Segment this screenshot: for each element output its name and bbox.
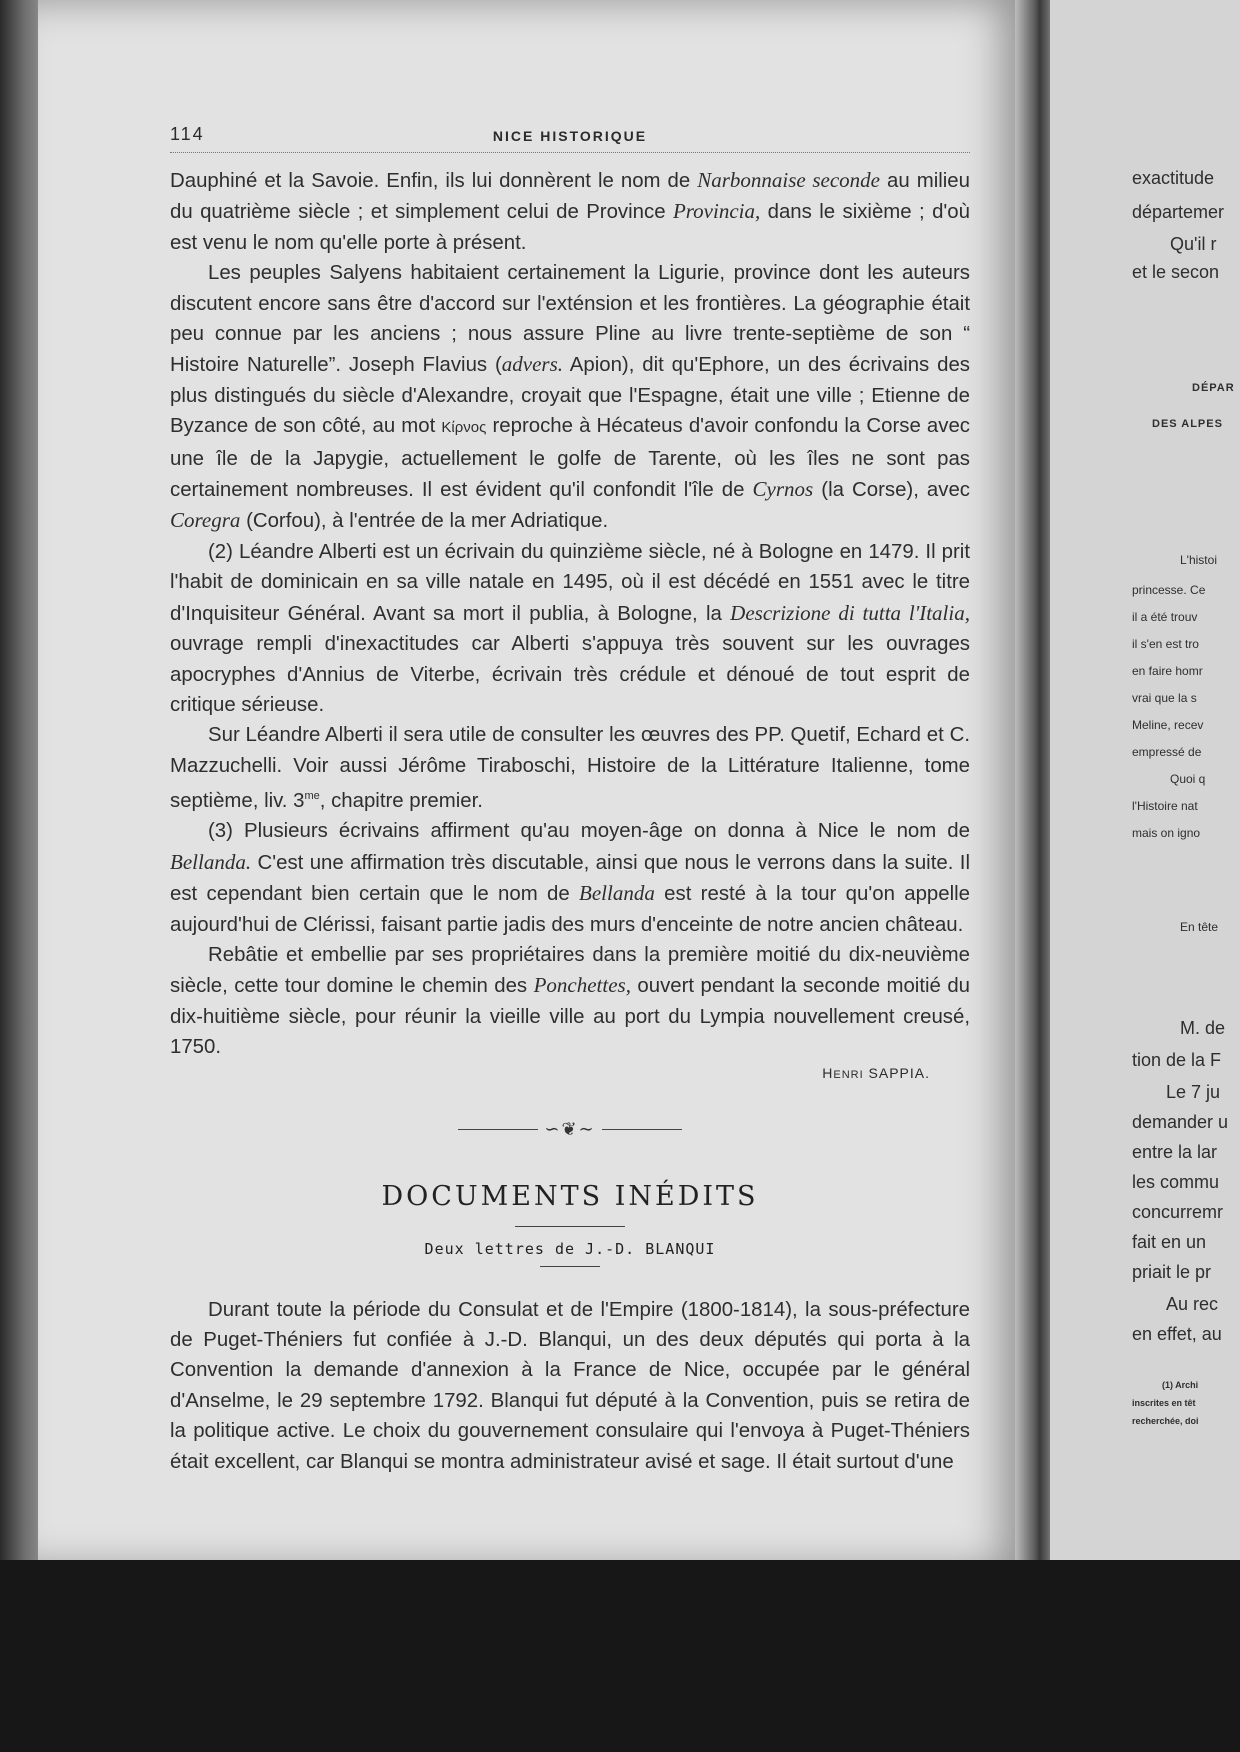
text-run: (3) Plusieurs écrivains affirment qu'au moyen-âge on donna à Nice le nom de xyxy=(208,820,970,843)
right-line: inscrites en têt xyxy=(1132,1398,1196,1408)
page-number: 114 xyxy=(170,124,205,144)
right-line: Au rec xyxy=(1166,1294,1219,1314)
right-line: il s'en est tro xyxy=(1132,637,1199,651)
right-line: Quoi q xyxy=(1170,772,1206,786)
signature-initial: H xyxy=(822,1064,834,1081)
text-run: au milieu du quatrième siècle ; et simplement celui de Province xyxy=(170,170,970,224)
paragraph-4 xyxy=(170,720,970,816)
paragraph-2 xyxy=(170,258,970,537)
italic-run: Provincia, xyxy=(672,199,761,224)
text-run: (Corfou), à l'entrée de la mer Adriatique. xyxy=(240,510,609,533)
right-line: princesse. Ce xyxy=(1132,583,1206,597)
right-line: demander u xyxy=(1132,1112,1229,1132)
ornament-line-left xyxy=(458,1129,538,1130)
right-line: M. de xyxy=(1180,1018,1226,1038)
italic-run: Coregra xyxy=(170,508,241,533)
text-run: (la Corse), avec xyxy=(813,479,970,502)
text-run: Dauphiné et la Savoie. Enfin, ils lui donnèrent le nom de xyxy=(170,170,698,192)
right-line: en effet, au xyxy=(1132,1324,1222,1344)
short-rule xyxy=(540,1266,600,1267)
right-line: les commu xyxy=(1132,1172,1220,1192)
right-line: Le 7 ju xyxy=(1166,1082,1221,1102)
right-line: En tête xyxy=(1180,920,1219,934)
right-line: fait en un xyxy=(1132,1232,1207,1252)
running-head xyxy=(170,118,970,153)
text-run: (2) Léandre Alberti est un écrivain du quinzième siècle, né à Bologne en 1479. Il prit l'habit de dominicain en sa ville natale en 1495, où il est décédé en 1551 avec le titre d'Inquisiteur Général. Avant sa mort il publia, à Bologne, la xyxy=(170,540,970,625)
signature-row xyxy=(170,1063,970,1093)
text-run: Sur Léandre Alberti il sera utile de consulter les œuvres des PP. Quetif, Echard et C. Mazzuchelli. Voir aussi Jérôme Tiraboschi, Histoire de la Littérature Italienne, tome septième, liv. 3 xyxy=(170,724,970,812)
ornament-line-right xyxy=(602,1129,682,1130)
small-ornament xyxy=(170,1216,970,1232)
right-line: (1) Archi xyxy=(1162,1380,1199,1390)
paragraph-5 xyxy=(170,816,970,940)
right-line: entre la lar xyxy=(1132,1142,1218,1162)
right-line: l'Histoire nat xyxy=(1132,799,1198,813)
right-line: Meline, recev xyxy=(1132,718,1204,732)
right-line: vrai que la s xyxy=(1132,691,1197,705)
paragraph-7: Durant toute la période du Consulat et de l'Empire (1800-1814), la sous-préfecture de Puget-Théniers fut confiée à J.-D. Blanqui, un des deux députés qui porta à la Convention la demande d'annexion à la France de Nice, occupée par le général d'Anselme, le 29 septembre 1792. Blanqui fut député à la Convention, puis se retira de la politique active. Le choix du gouvernement consulaire qui l'envoya à Puget-Théniers était excellent, car Blanqui se montra administrateur avisé et sage. Il était surtout d'une xyxy=(170,1298,970,1473)
text-run: reproche à Hécateus d'avoir confondu la Corse avec une île de la Japygie, actuellement le golfe de Tarente, où les îles ne sont pas certainement nombreuses. Il est évident qu'il confondit l'île de xyxy=(170,415,970,502)
section-subtitle: Deux lettres de J.-D. BLANQUI xyxy=(424,1239,716,1258)
paragraph-3 xyxy=(170,537,970,720)
right-line: tion de la F xyxy=(1132,1050,1222,1070)
flourish-icon: ∽❦∼ xyxy=(544,1119,596,1141)
right-line: il a été trouv xyxy=(1132,610,1198,624)
italic-run: Narbonnaise seconde xyxy=(697,168,880,192)
right-line: recherchée, doi xyxy=(1132,1416,1199,1426)
text-run: Rebâtie et embellie par ses propriétaires dans la première moitié du dix-neuvième siècle, cette tour domine le chemin des xyxy=(170,943,970,998)
text-run: Apion), dit qu'Ephore, un des écrivains des plus distingués du siècle d'Alexandre, croyait que l'Espagne, était une ville ; Etienne de Byzance de son côté, au mot xyxy=(170,354,970,438)
text-run: C'est une affirmation très discutable, ainsi que nous le verrons dans la suite. Il est cependant bien certain que le nom de xyxy=(170,851,970,906)
paragraph-1 xyxy=(170,165,970,258)
signature-smallcaps: ENRI xyxy=(833,1068,864,1081)
italic-run: Descrizione di tutta l'Italia, xyxy=(730,600,970,625)
ornament-divider xyxy=(170,1119,970,1143)
paragraph-6 xyxy=(170,940,970,1063)
right-line: concurremr xyxy=(1132,1202,1224,1222)
right-line: DÉPAR xyxy=(1192,382,1235,394)
journal-title: NICE HISTORIQUE xyxy=(492,128,648,144)
right-line: empressé de xyxy=(1132,745,1202,759)
right-line: mais on igno xyxy=(1132,826,1201,840)
right-line: départemer xyxy=(1132,202,1225,222)
scan-background xyxy=(0,1560,1240,1752)
right-line: exactitude xyxy=(1132,168,1215,188)
italic-run: Bellanda. xyxy=(170,849,252,874)
text-run: dans le sixième ; d'où est venu le nom qu'elle porte à présent. xyxy=(170,201,970,254)
right-line: DES ALPES xyxy=(1152,418,1223,430)
right-line: Qu'il r xyxy=(1170,234,1217,254)
italic-run: Cyrnos xyxy=(752,477,814,502)
ornament-line xyxy=(515,1226,625,1227)
text-run: ouvert pendant la seconde moitié du dix-huitième siècle, pour réunir la vieille ville au port du Lympia nouvellement creusé, 1750. xyxy=(170,975,970,1059)
signature-surname: SAPPIA. xyxy=(863,1064,930,1081)
text-run: , chapitre premier. xyxy=(319,789,483,812)
scan-edge xyxy=(0,0,40,1570)
text-run: Les peuples Salyens habitaient certainement la Ligurie, province dont les auteurs discutent encore sans être d'accord sur l'exténsion et les frontières. La géographie était peu connue par les anciens ; nous assure Pline au livre trente-septième de son “ Histoire Naturelle”. Joseph Flavius ( xyxy=(170,262,970,377)
right-line: priait le pr xyxy=(1132,1262,1212,1282)
right-line: et le secon xyxy=(1132,262,1220,282)
text-run: est resté à la tour qu'on appelle aujourd'hui de Clérissi, faisant partie jadis des murs d'enceinte de notre ancien château. xyxy=(170,883,970,936)
superscript: me xyxy=(304,790,320,803)
italic-run: advers. xyxy=(501,352,564,377)
right-line: en faire homr xyxy=(1132,664,1203,678)
italic-run: Bellanda xyxy=(579,881,655,906)
section-title: DOCUMENTS INÉDITS xyxy=(381,1180,759,1212)
italic-run: Ponchettes, xyxy=(533,973,631,998)
page-content xyxy=(170,118,970,1477)
right-line: L'histoi xyxy=(1180,553,1217,567)
text-run: ouvrage rempli d'inexactitudes car Alberti s'appuya très souvent sur les ouvrages apocryphes d'Annius de Viterbe, écrivain très crédule et dénoué de tout esprit de critique sérieuse. xyxy=(170,633,970,716)
author-signature xyxy=(822,1065,930,1081)
greek-word: Κίρνος xyxy=(441,419,487,437)
